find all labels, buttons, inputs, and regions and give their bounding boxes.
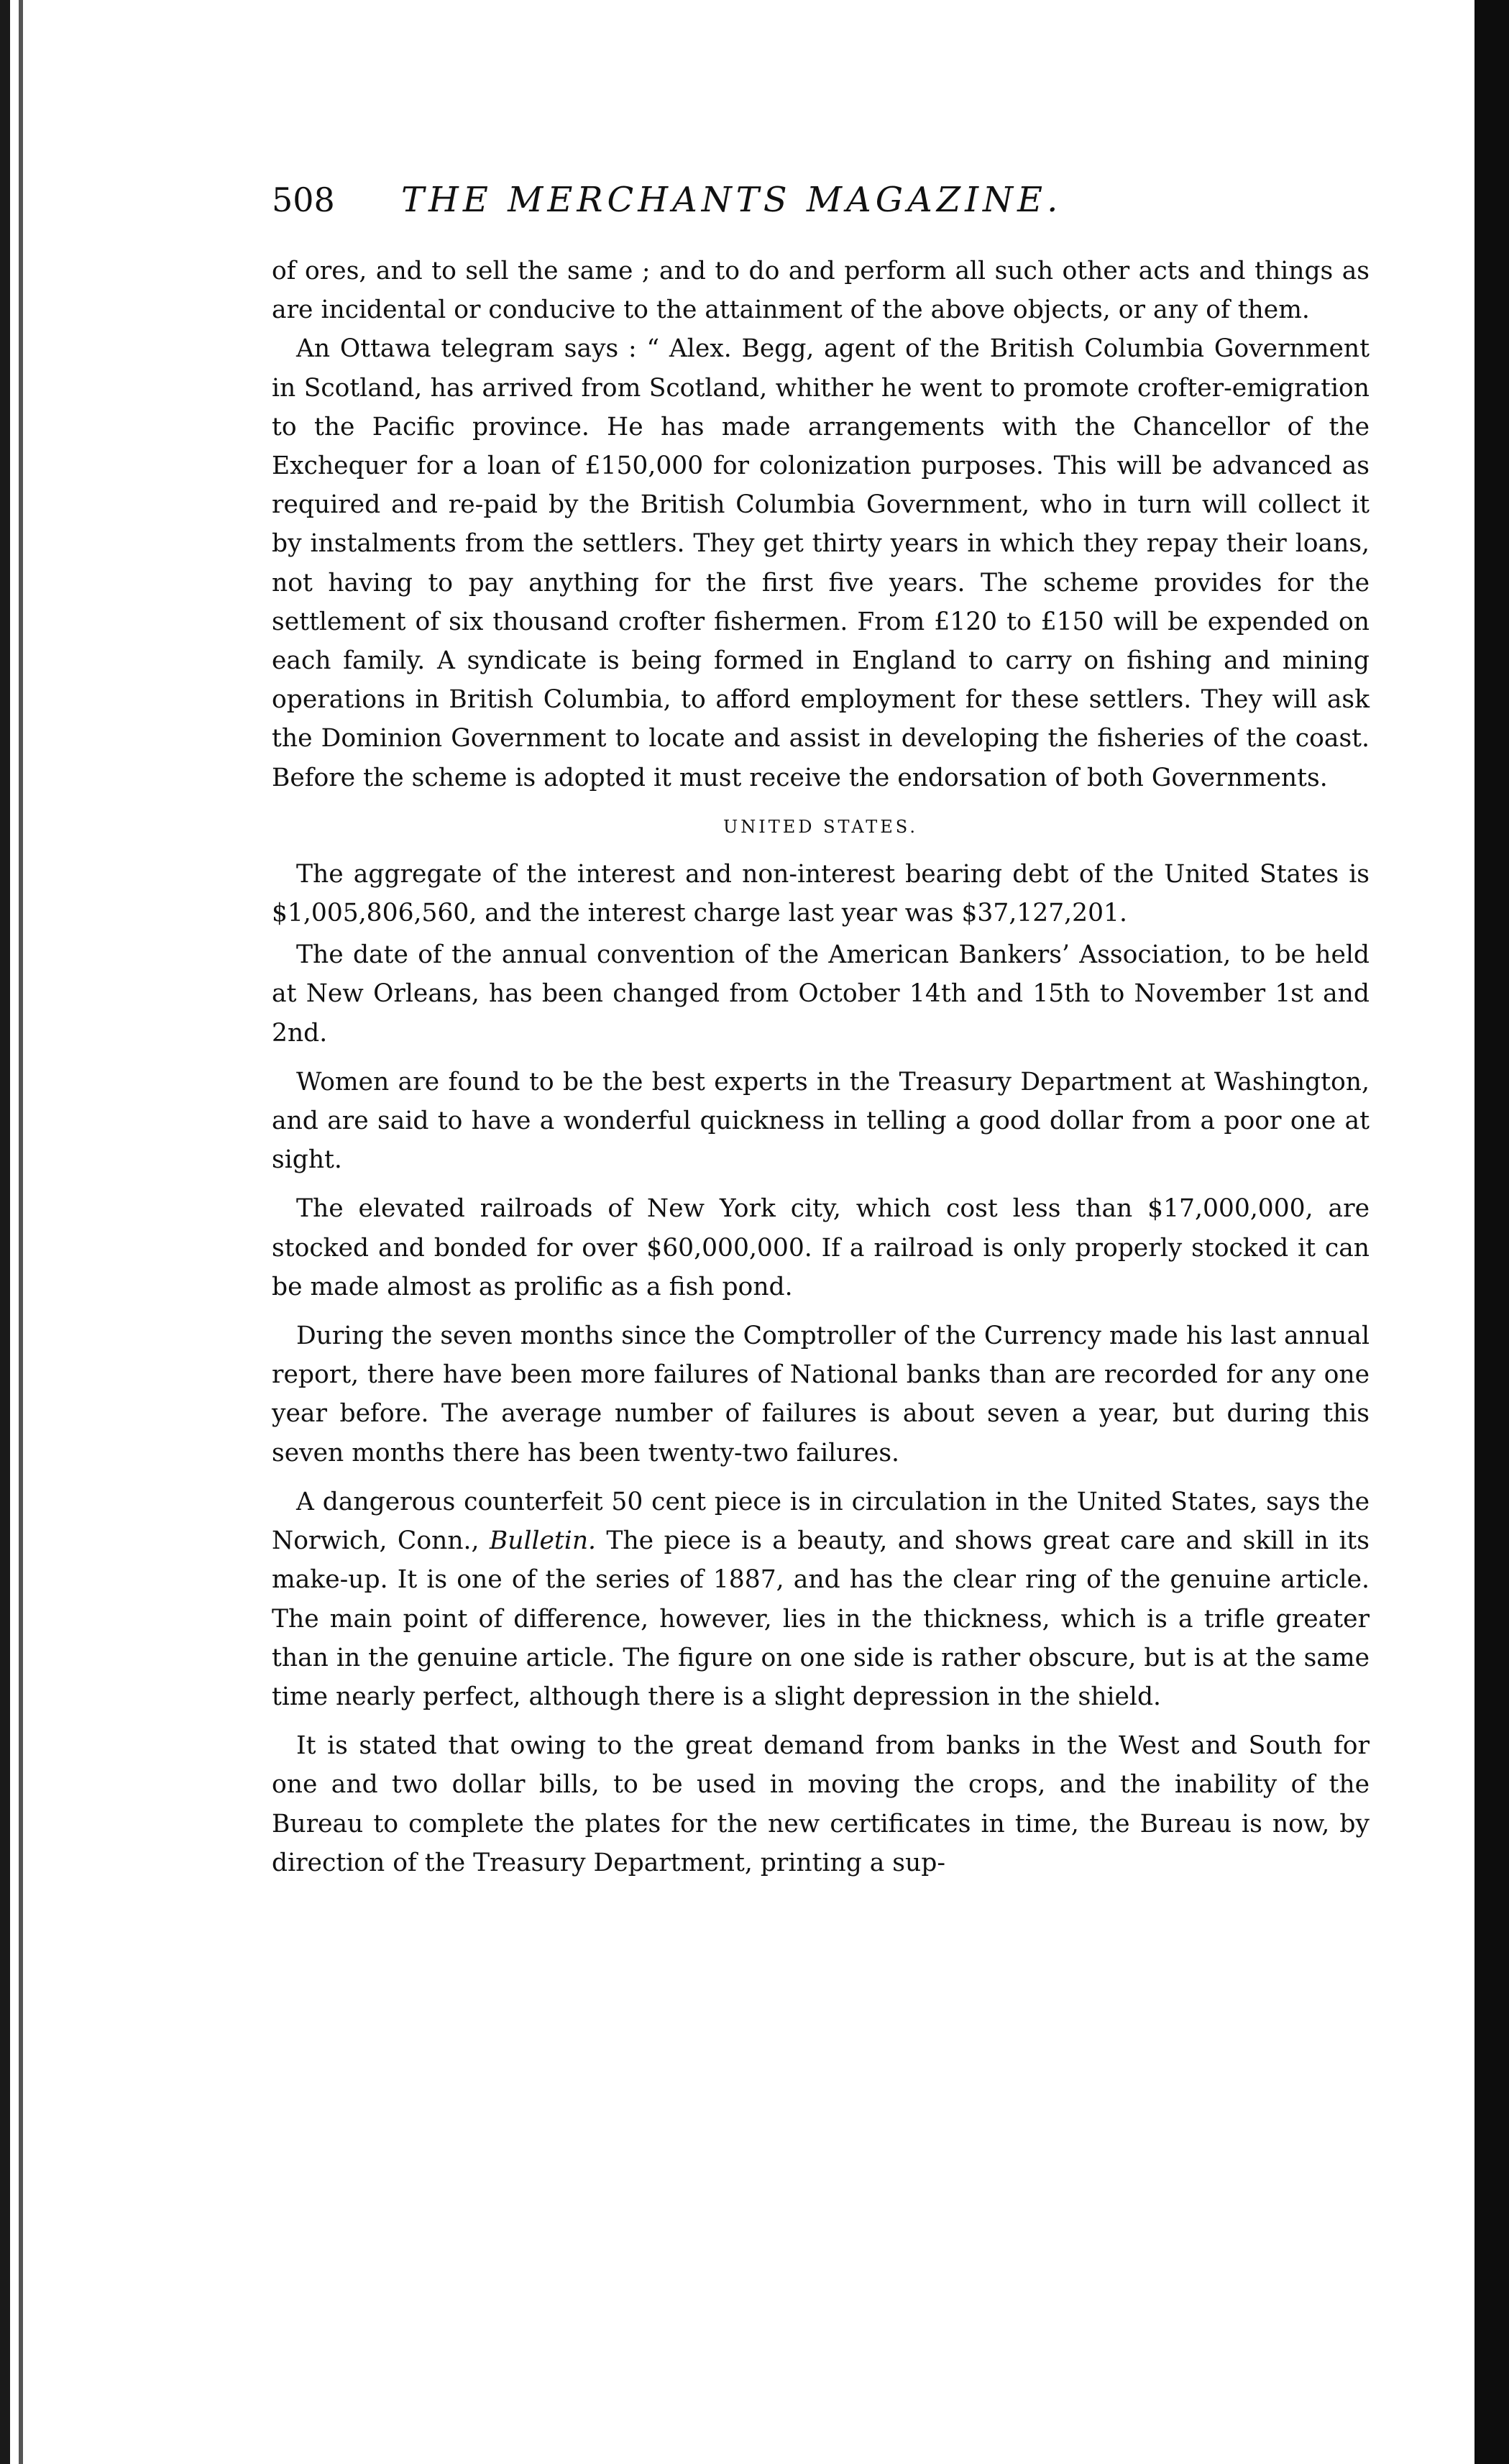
section-heading-united-states: UNITED STATES. <box>723 816 918 837</box>
counterfeit-text-start: A dangerous counterfeit 50 cent piece is in circulation in the United States, says the Norwich, Conn., <box>272 1487 1370 1556</box>
elevated-railroads-paragraph: The elevated railroads of New York city, which cost less than $17,000,000, are stocked and bonded for over $60,000,000. If a railroad is only properly stocked it can be made almost as prolific as a fish pond. <box>272 1194 1370 1301</box>
journal-title: THE MERCHANTS MAGAZINE. <box>401 180 1063 220</box>
page-number: 508 <box>272 180 335 219</box>
counterfeit-paragraph <box>272 1483 1370 1716</box>
ottawa-telegram-paragraph: An Ottawa telegram says : “ Alex. Begg, agent of the British Columbia Government in Scotland, has arrived from Scotland, whither he went to promote crofter-emigration to the Pacific province. He has made arrangements with the Chancellor of the Exchequer for a loan of £150,000 for colonization purposes. This will be advanced as required and re-paid by the British Columbia Government, who in turn will collect it by instalments from the settlers. They get thirty years in which they repay their loans, not having to pay anything for the first five years. The scheme provides for the settlement of six thousand crofter fishermen. From £120 to £150 will be expended on each family. A syndicate is being formed in England to carry on fishing and mining operations in British Columbia, to afford employment for these settlers. They will ask the Dominion Government to locate and assist in developing the fisheries of the coast. Before the scheme is adopted it must receive the endorsation of both Governments. <box>272 334 1370 792</box>
scan-border-left-inner <box>19 0 23 2464</box>
bankers-convention-paragraph: The date of the annual convention of the American Bankers’ Association, to be held at New Orleans, has been changed from October 14th and 15th to November 1st and 2nd. <box>272 940 1370 1048</box>
bank-failures-paragraph: During the seven months since the Comptroller of the Currency made his last annual report, there have been more failures of National banks than are recorded for any one year before. The average number of failures is about seven a year, but during this seven months there has been twenty-two failures. <box>272 1322 1370 1467</box>
treasury-experts-paragraph: Women are found to be the best experts in the Treasury Department at Washington, and are said to have a wonderful quickness in telling a good dollar from a poor one at sight. <box>272 1067 1370 1175</box>
page <box>272 180 1370 1892</box>
scan-border-right <box>1474 0 1509 2464</box>
bulletin-title: Bulletin. <box>489 1526 597 1556</box>
counterfeit-text-end: The piece is a beauty, and shows great care and skill in its make-up. It is one of the series of 1887, and has the clear ring of the genuine article. The main point of difference, however, lies in the thickness, which is a trifle greater than in the genuine article. The figure on one side is rather obscure, but is at the same time nearly perfect, although there is a slight depression in the shield. <box>272 1526 1370 1711</box>
running-head <box>272 180 1370 244</box>
section-colonization <box>272 252 1370 797</box>
section-united-states <box>272 855 1370 1882</box>
debt-paragraph: The aggregate of the interest and non-interest bearing debt of the United States is $1,005,806,560, and the interest charge last year was $37,127,201. <box>272 859 1370 928</box>
dollar-bills-paragraph: It is stated that owing to the great demand from banks in the West and South for one and two dollar bills, to be used in moving the crops, and the inability of the Bureau to complete the plates for the new certificates in time, the Bureau is now, by direction of the Treasury Department, printing a sup- <box>272 1731 1370 1877</box>
continuation-paragraph: of ores, and to sell the same ; and to do and perform all such other acts and things as are incidental or conducive to the attainment of the above objects, or any of them. <box>272 257 1370 325</box>
scan-border-left <box>0 0 10 2464</box>
